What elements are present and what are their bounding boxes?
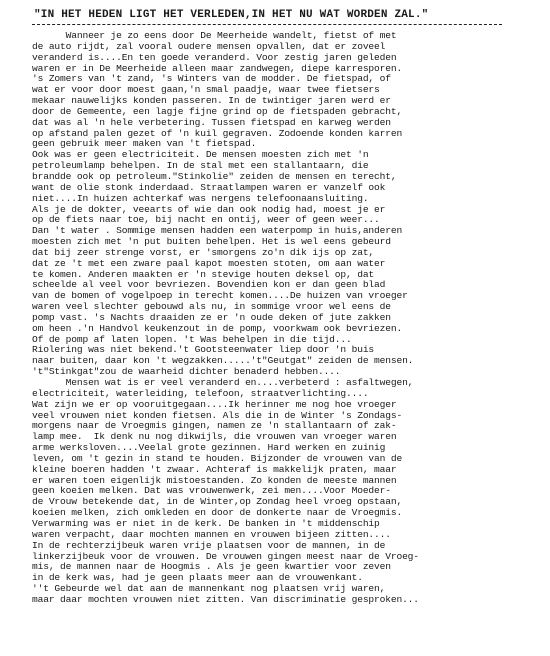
text-line: scheelde al veel voor bevriezen. Bovendien kon er dan geen blad	[32, 279, 386, 291]
text-line: wat er voor door moest gaan,'n smal paadje, waar twee fietsers	[32, 84, 380, 96]
text-line: petroleumlamp behelpen. In de stal met een stallantaarn, die	[32, 160, 369, 172]
text-line: leven, om 't gezin in stand te houden. Bijzonder de vrouwen van de	[32, 452, 403, 464]
text-line: kleine boeren hadden 't zwaar. Achteraf is makkelijk praten, maar	[32, 463, 397, 475]
text-line: Wanneer je zo eens door De Meerheide wandelt, fietst of met	[32, 30, 397, 41]
text-line: geen gebruik meer maken van 't fietspad.	[32, 138, 257, 150]
text-line: waren veel slechter gebouwd als nu, in sommige vroor wel eens de	[32, 301, 391, 313]
text-line: er waren toen eigenlijk mistoestanden. Zo konden de meeste mannen	[32, 474, 397, 486]
text-line: pomp vast. 's Nachts draaiden ze er 'n oude deken of jute zakken	[32, 311, 391, 323]
text-line: waren er in De Meerheide alleen maar zandwegen, diepe karresporen.	[32, 62, 403, 74]
title-underline	[32, 24, 502, 25]
text-line: te komen. Anderen maakten er 'n stevige houten deksel op, dat	[32, 268, 375, 280]
text-line: Als je de dokter, veearts of wie dan ook nodig had, moest je er	[32, 203, 386, 215]
text-line: in de kerk was, had je geen plaats meer aan de vrouwenkant.	[32, 572, 363, 584]
text-line: op afstand palen gezet of 'n kuil gegraven. Zodoende konden karren	[32, 127, 403, 139]
text-line: linkerzijbeuk voor de vrouwen. De vrouwen gingen meest naar de Vroeg-	[32, 550, 419, 562]
text-line: veranderd is....En ten goede veranderd. Voor zestig jaren geleden	[32, 51, 397, 63]
text-line: moesten zich met 'n put buiten behelpen. Het is wel eens gebeurd	[32, 236, 391, 248]
text-line: koeien melken, zich omkleden en door de donkerte naar de Vroegmis.	[32, 507, 403, 519]
text-line: ''t Gebeurde wel dat aan de mannenkant nog plaatsen vrij waren,	[32, 583, 386, 595]
text-line: door de Gemeente, een lagje fijne grind op de fietspaden gebracht,	[32, 105, 403, 117]
text-line: Wat zijn we er op vooruitgegaan....Ik herinner me nog hoe vroeger	[32, 398, 397, 410]
text-line: de Vrouw betekende dat, in de Winter,op Zondag heel vroeg opstaan,	[32, 496, 403, 508]
text-line: mis, de mannen naar de Hoogmis . Als je geen kwartier voor zeven	[32, 561, 391, 573]
text-line: 't"Stinkgat"zou de waarheid dichter benaderd hebben....	[32, 366, 341, 378]
document-title: "IN HET HEDEN LIGT HET VERLEDEN,IN HET NU WAT WORDEN ZAL."	[34, 9, 429, 21]
text-line: maar daar mochten vrouwen niet zitten. Van discriminatie gesproken...	[32, 593, 419, 605]
text-line: veel vrouwen niet konden fietsen. Als die in de Winter 's Zondags-	[32, 409, 403, 421]
text-line: morgens naar de Vroegmis gingen, namen ze 'n stallantaarn of zak-	[32, 420, 397, 432]
text-line: 's Zomers van 't zand, 's Winters van de modder. De fietspad, of	[32, 73, 391, 85]
text-line: Riolering was niet bekend.'t Gootsteenwater liep door 'n buis	[32, 344, 375, 356]
text-line: naar buiten, daar kon 't wegzakken.....'t"Geutgat" zeiden de mensen.	[32, 355, 414, 367]
text-line: niet....In huizen achterkaf was nergens telefoonaansluiting.	[32, 192, 369, 204]
text-line: Of de pomp af laten lopen. 't Was behelpen in die tijd...	[32, 333, 352, 345]
text-line: mekaar nauwelijks konden passeren. In de twintiger jaren werd er	[32, 95, 391, 107]
text-line: waren verpacht, daar mochten mannen en vrouwen bijeen zitten....	[32, 528, 391, 540]
text-line: op de fiets naar toe, bij nacht en ontij, weer of geen weer...	[32, 214, 380, 226]
text-line: dat bij zeer strenge vorst, er 'smorgens zo'n dik ijs op zat,	[32, 246, 375, 258]
text-line: arme werksloven....Veelal grote gezinnen. Hard werken en zuinig	[32, 442, 386, 454]
text-line: Mensen wat is er veel veranderd en....verbeterd : asfaltwegen,	[32, 377, 414, 388]
text-line: lamp mee. Ik denk nu nog dikwijls, die vrouwen van vroeger waren	[32, 431, 397, 443]
text-line: van de bomen of vogelpoep in terecht komen....De huizen van vroeger	[32, 290, 408, 302]
text-line: de auto rijdt, zal vooral oudere mensen opvallen, dat er zoveel	[32, 40, 386, 52]
text-line: electriciteit, waterleiding, telefoon, straatverlichting....	[32, 387, 369, 399]
text-line: om heen .'n Handvol keukenzout in de pomp, voorkwam ook bevriezen.	[32, 322, 403, 334]
text-line: Dan 't water . Sommige mensen hadden een waterpomp in huis,anderen	[32, 225, 403, 237]
text-line: dat was al 'n hele verbetering. Tussen fietspad en karweg werden	[32, 116, 391, 128]
text-line: dat ze 't met een zware paal kapot moesten stoten, om aan water	[32, 257, 386, 269]
text-line: Ook was er geen electriciteit. De mensen moesten zich met 'n	[32, 149, 369, 161]
text-line: geen koeien melken. Dat was vrouwenwerk, zei men....Voor Moeder-	[32, 485, 391, 497]
text-line: want de olie stonk inderdaad. Straatlampen waren er vanzelf ook	[32, 181, 386, 193]
text-line: Verwarming was er niet in de kerk. De banken in 't middenschip	[32, 517, 380, 529]
text-line: brandde ook op petroleum."Stinkolie" zeiden de mensen en terecht,	[32, 170, 397, 182]
document-body	[32, 31, 542, 606]
text-line: In de rechterzijbeuk waren vrije plaatsen voor de mannen, in de	[32, 539, 386, 551]
